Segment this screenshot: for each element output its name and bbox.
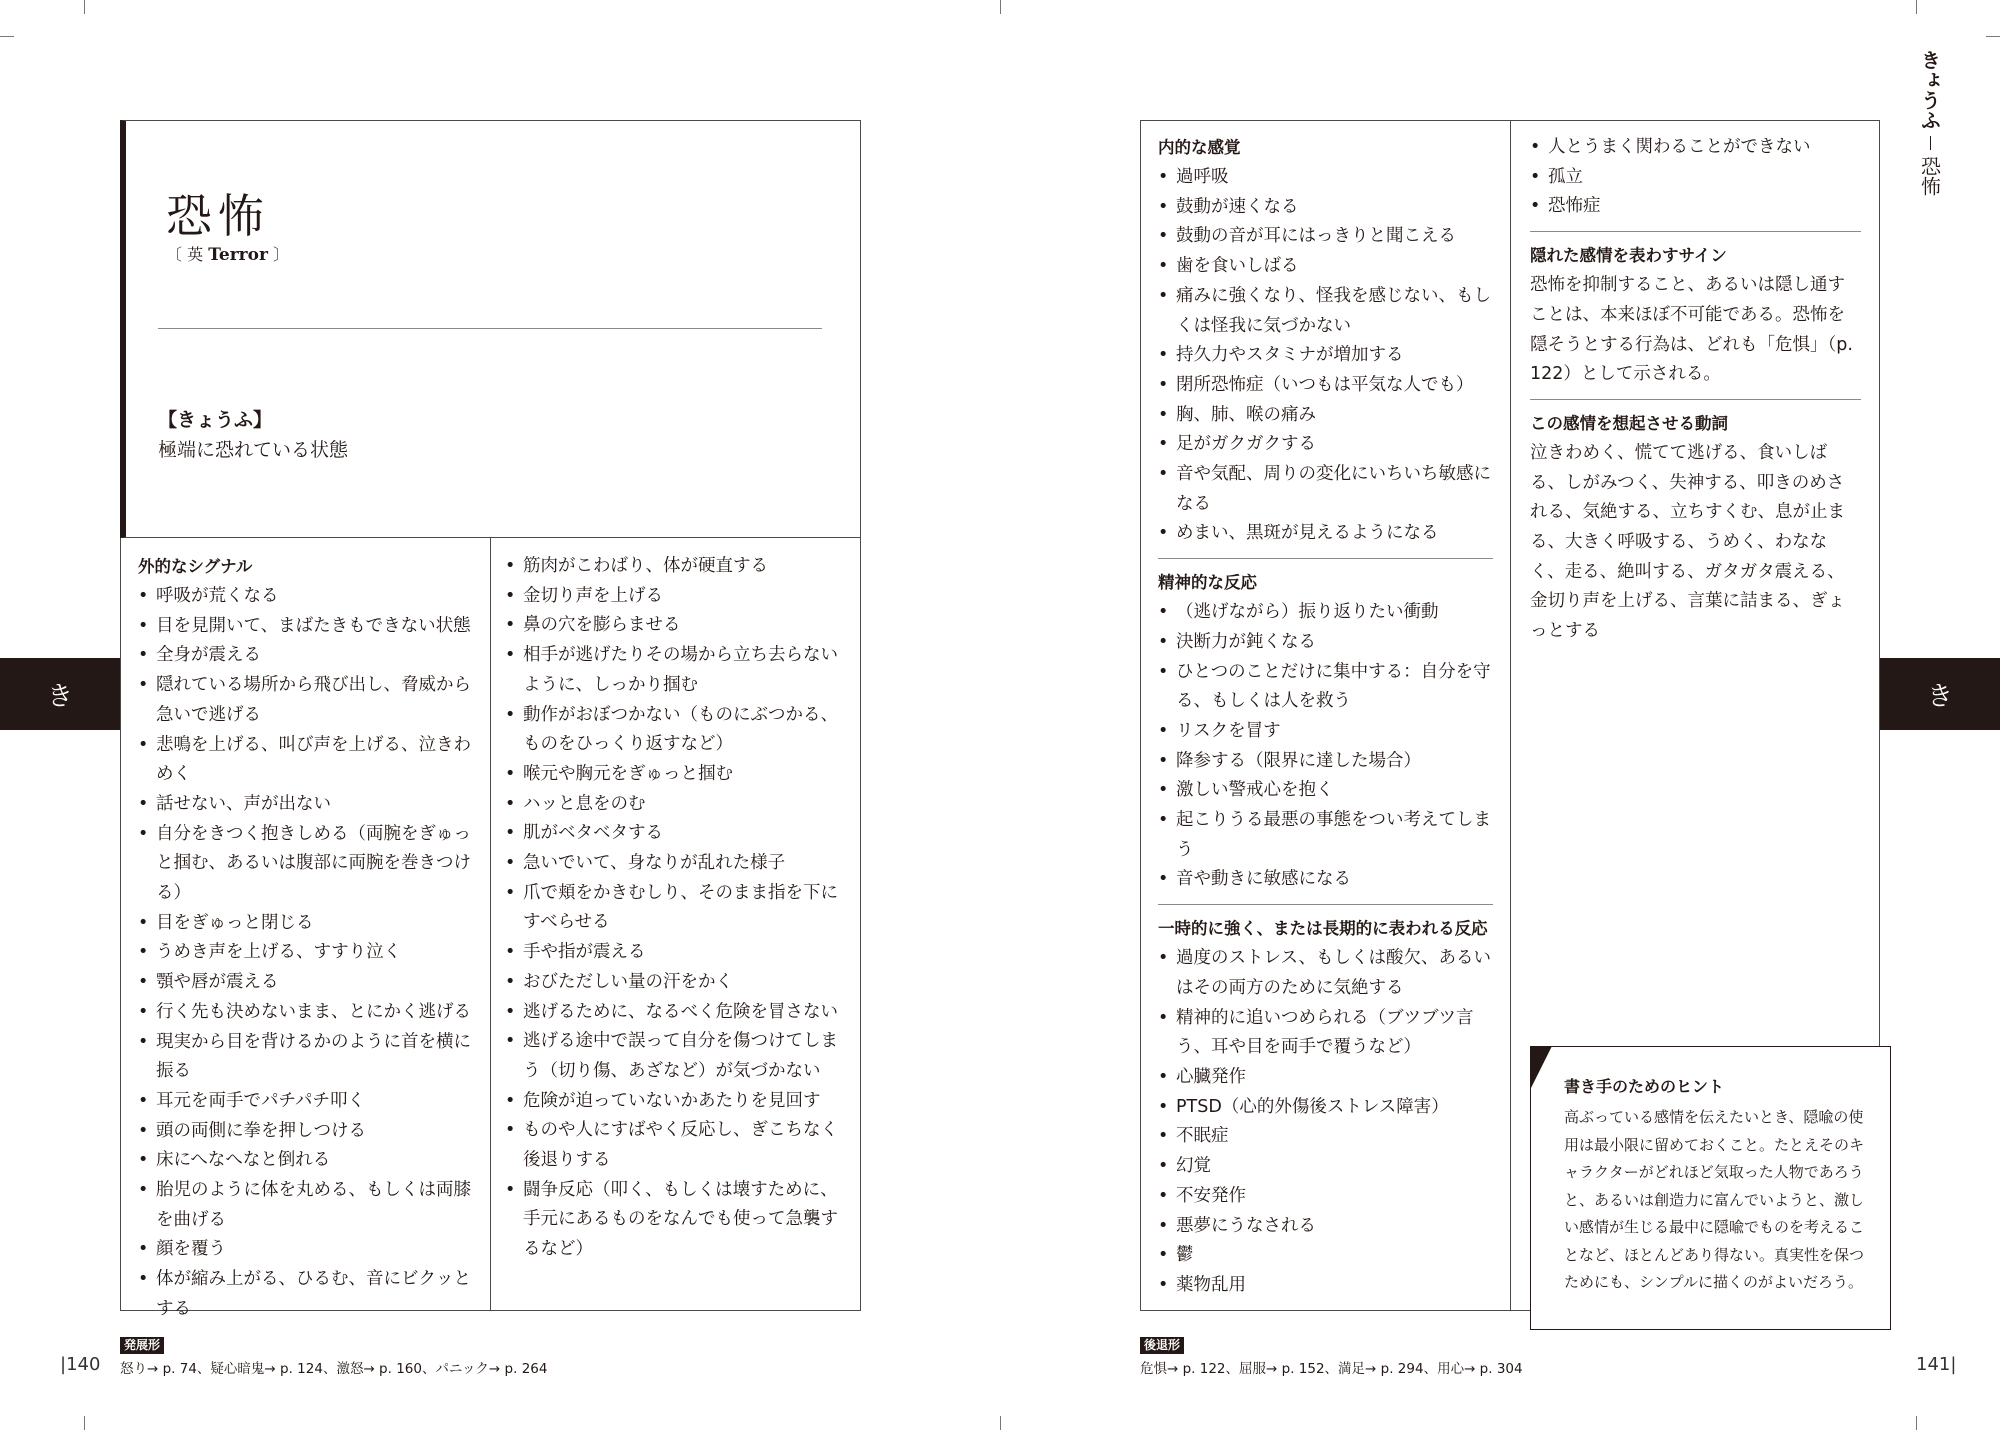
crop-mark	[84, 0, 85, 14]
page-number-value: 141	[1916, 1354, 1951, 1375]
english-word: Terror	[208, 245, 268, 265]
list-item: • 精神的に追いつめられる（ブツブツ言う、耳や目を両手で覆うなど）	[1158, 1004, 1493, 1063]
list-item: • 耳元を両手でパチパチ叩く	[138, 1087, 476, 1117]
list-item: • 激しい警戒心を抱く	[1158, 776, 1493, 806]
hint-title: 書き手のためのヒント	[1564, 1077, 1725, 1096]
column-divider	[490, 538, 491, 1311]
list-item: • 危険が迫っていないかあたりを見回す	[505, 1087, 845, 1117]
list-item: • 持久力やスタミナが増加する	[1158, 341, 1493, 371]
list-item: • （逃げながら）振り返りたい衝動	[1158, 598, 1493, 628]
list-item: • 手や指が震える	[505, 938, 845, 968]
list-item: • ものや人にすばやく反応し、ぎこちなく後退りする	[505, 1116, 845, 1175]
entry-english	[166, 242, 289, 265]
list-item: • 動作がおぼつかない（ものにぶつかる、ものをひっくり返すなど）	[505, 701, 845, 760]
footer-crossref-right: 危惧→ p. 122、屈服→ p. 152、満足→ p. 294、用心→ p. 304	[1140, 1361, 1523, 1377]
list-item: • 目を見開いて、まばたきもできない状態	[138, 612, 476, 642]
crop-mark	[1986, 36, 2000, 37]
definition-text: 極端に恐れている状態	[158, 439, 349, 461]
list-item: • うめき声を上げる、すすり泣く	[138, 938, 476, 968]
reading-label: 【きょうふ】	[158, 409, 273, 431]
list-item: • 音や動きに敏感になる	[1158, 865, 1493, 895]
list-item: • 人とうまく関わることができない	[1530, 133, 1861, 163]
section-title-long-term: 一時的に強く、または長期的に表われる反応	[1158, 919, 1488, 939]
external-signals-list-1	[138, 582, 476, 1325]
list-item: • 隠れている場所から飛び出し、脅威から急いで逃げる	[138, 671, 476, 730]
page-number-left: |140	[60, 1354, 101, 1375]
list-item: • 不眠症	[1158, 1122, 1493, 1152]
right-column-2	[1530, 133, 1861, 647]
section-title-verbs: この感情を想起させる動詞	[1530, 413, 1728, 433]
verbs-text: 泣きわめく、慌てて逃げる、食いしばる、しがみつく、失神する、叩きのめされる、気絶する、立ちすくむ、息が止まる、大きく呼吸する、うめく、わななく、走る、絶叫する、ガタガタ震える、金切り声を上げる、言葉に詰まる、ぎょっとする	[1530, 442, 1845, 642]
footer-tag-right: 後退形	[1140, 1337, 1184, 1354]
list-item: • リスクを冒す	[1158, 717, 1493, 747]
list-item: • 行く先も決めないまま、とにかく逃げる	[138, 998, 476, 1028]
hint-text: 高ぶっている感情を伝えたいとき、隠喩の使用は最小限に留めておくこと。たとえそのキャラクターがどれほど気取った人物であろうと、あるいは創造力に富んでいようと、激しい感情が生じる最中に隠喩でものを考えることなど、ほとんどあり得ない。真実性を保つためにも、シンプルに描くのがよいだろう。	[1564, 1108, 1865, 1291]
list-item: • 胎児のように体を丸める、もしくは両膝を曲げる	[138, 1176, 476, 1235]
list-item: • 話せない、声が出ない	[138, 790, 476, 820]
list-item: • 顎や唇が震える	[138, 968, 476, 998]
list-item: • 歯を食いしばる	[1158, 252, 1493, 282]
title-divider	[158, 328, 822, 329]
list-item: • 過度のストレス、もしくは酸欠、あるいはその両方のために気絶する	[1158, 944, 1493, 1003]
section-title-internal: 内的な感覚	[1158, 138, 1241, 157]
list-item: • 目をぎゅっと閉じる	[138, 909, 476, 939]
list-item: • 現実から目を背けるかのように首を横に振る	[138, 1028, 476, 1087]
footer-crossref-left: 怒り→ p. 74、疑心暗鬼→ p. 124、激怒→ p. 160、パニック→ p. 264	[120, 1361, 548, 1377]
list-item: • 逃げる途中で誤って自分を傷つけてしまう（切り傷、あざなど）が気づかない	[505, 1027, 845, 1086]
external-signals-list-2	[505, 552, 845, 1265]
continued-responses-list	[1530, 133, 1861, 222]
running-head-reading: きょうふ	[1917, 50, 1942, 130]
list-item: • 鼓動が速くなる	[1158, 193, 1493, 223]
running-head	[1915, 50, 1945, 196]
list-item: • 床にへなへなと倒れる	[138, 1146, 476, 1176]
list-item: • 金切り声を上げる	[505, 582, 845, 612]
list-item: • 足がガクガクする	[1158, 430, 1493, 460]
hidden-signs-text: 恐怖を抑制すること、あるいは隠し通すことは、本来ほぼ不可能である。恐怖を隠そうとする行為は、どれも「危惧」（p. 122）として示される。	[1530, 275, 1853, 385]
crop-mark	[1916, 0, 1917, 14]
section-divider	[1530, 231, 1861, 232]
section-title-mental: 精神的な反応	[1158, 573, 1257, 593]
list-item: • 喉元や胸元をぎゅっと掴む	[505, 760, 845, 790]
list-item: • ひとつのことだけに集中する：自分を守る、もしくは人を救う	[1158, 658, 1493, 717]
right-column-1	[1158, 133, 1493, 1301]
list-item: • 顔を覆う	[138, 1235, 476, 1265]
list-item: • 過呼吸	[1158, 163, 1493, 193]
list-item: • めまい、黒斑が見えるようになる	[1158, 519, 1493, 549]
list-item: • 孤立	[1530, 163, 1861, 193]
mental-responses-list	[1158, 598, 1493, 895]
crop-mark	[1916, 1416, 1917, 1430]
list-item: • 痛みに強くなり、怪我を感じない、もしくは怪我に気づかない	[1158, 282, 1493, 341]
external-signals-column-2	[505, 552, 845, 1265]
list-item: • 恐怖症	[1530, 192, 1861, 222]
list-item: • 不安発作	[1158, 1182, 1493, 1212]
column-divider	[1510, 120, 1511, 1311]
list-item: • 悪夢にうなされる	[1158, 1212, 1493, 1242]
long-term-responses-list	[1158, 944, 1493, 1300]
crop-mark	[1000, 1416, 1001, 1430]
list-item: • 頭の両側に拳を押しつける	[138, 1117, 476, 1147]
crop-mark	[0, 36, 14, 37]
list-item: • 急いでいて、身なりが乱れた様子	[505, 849, 845, 879]
crop-mark	[84, 1416, 85, 1430]
list-item: • 心臓発作	[1158, 1063, 1493, 1093]
list-item: • 幻覚	[1158, 1152, 1493, 1182]
page-number-value: 140	[66, 1354, 101, 1375]
list-item: • 起こりうる最悪の事態をつい考えてしまう	[1158, 806, 1493, 865]
section-divider	[1158, 558, 1493, 559]
crop-mark	[1000, 0, 1001, 14]
list-item: • 閉所恐怖症（いつもは平気な人でも）	[1158, 371, 1493, 401]
list-item: • 薬物乱用	[1158, 1271, 1493, 1301]
list-item: • ハッと息をのむ	[505, 790, 845, 820]
thumb-index-tab-left: き	[0, 658, 120, 730]
section-title-external-signals: 外的なシグナル	[138, 557, 253, 576]
footer-tag-left: 発展形	[120, 1337, 164, 1354]
box-border	[1879, 120, 1880, 1046]
list-item: • 音や気配、周りの変化にいちいち敏感になる	[1158, 460, 1493, 519]
list-item: • 鬱	[1158, 1241, 1493, 1271]
external-signals-column-1	[138, 552, 476, 1325]
list-item: • 爪で頬をかきむしり、そのまま指を下にすべらせる	[505, 879, 845, 938]
list-item: • 相手が逃げたりその場から立ち去らないように、しっかり掴む	[505, 641, 845, 700]
english-prefix: 〔 英	[166, 245, 204, 264]
hint-corner-mark	[1530, 1046, 1552, 1090]
list-item: • 降参する（限界に達した場合）	[1158, 747, 1493, 777]
list-item: • 全身が震える	[138, 641, 476, 671]
list-item: • 体が縮み上がる、ひるむ、音にビクッとする	[138, 1265, 476, 1324]
list-item: • 肌がベタベタする	[505, 819, 845, 849]
list-item: • 鼓動の音が耳にはっきりと聞こえる	[1158, 222, 1493, 252]
list-item: • 悲鳴を上げる、叫び声を上げる、泣きわめく	[138, 731, 476, 790]
running-head-separator	[1930, 136, 1931, 150]
section-title-hidden-signs: 隠れた感情を表わすサイン	[1530, 246, 1727, 266]
entry-title: 恐怖	[166, 189, 270, 243]
section-divider	[1158, 904, 1493, 905]
box-border	[1140, 120, 1141, 1311]
list-item: • PTSD（心的外傷後ストレス障害）	[1158, 1093, 1493, 1123]
list-item: • 胸、肺、喉の痛み	[1158, 401, 1493, 431]
list-item: • 逃げるために、なるべく危険を冒さない	[505, 998, 845, 1028]
section-divider	[1530, 399, 1861, 400]
list-item: • 呼吸が荒くなる	[138, 582, 476, 612]
internal-sensations-list	[1158, 163, 1493, 549]
list-item: • おびただしい量の汗をかく	[505, 968, 845, 998]
english-suffix: 〕	[273, 245, 290, 264]
running-head-title: 恐怖	[1917, 156, 1942, 196]
list-item: • 闘争反応（叩く、もしくは壊すために、手元にあるものをなんでも使って急襲するなど）	[505, 1176, 845, 1265]
list-item: • 自分をきつく抱きしめる（両腕をぎゅっと掴む、あるいは腹部に両腕を巻きつける）	[138, 820, 476, 909]
list-item: • 鼻の穴を膨らませる	[505, 611, 845, 641]
list-item: • 筋肉がこわばり、体が硬直する	[505, 552, 845, 582]
page-number-right: 141|	[1916, 1354, 1957, 1375]
thumb-index-tab-right: き	[1880, 658, 2000, 730]
list-item: • 決断力が鈍くなる	[1158, 628, 1493, 658]
